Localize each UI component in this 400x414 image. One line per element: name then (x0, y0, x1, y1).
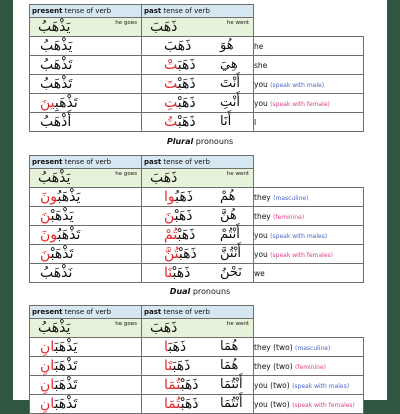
pronoun: أَنْتُمَا (220, 396, 243, 411)
pronoun: هُوَ (220, 38, 234, 53)
past-form: ذَهَبَ (164, 38, 192, 54)
past-form-cell (142, 188, 254, 207)
table-row (30, 94, 364, 113)
past-form-cell (142, 357, 254, 376)
past-form: ذَهَبْتُ (164, 114, 196, 130)
pronoun: أَنَا (220, 114, 232, 129)
past-form-cell (142, 75, 254, 94)
present-form-cell (30, 188, 142, 207)
english-pronoun: you (254, 79, 268, 89)
table-row (30, 56, 364, 75)
document-page (13, 0, 387, 412)
english-pronoun: you (254, 230, 268, 240)
dual-table (29, 305, 364, 414)
present-form-cell (30, 37, 142, 56)
english-pronoun: they (254, 192, 271, 202)
english-meaning-cell (254, 357, 364, 376)
past-form-cell (142, 207, 254, 226)
english-pronoun: she (254, 60, 268, 70)
english-pronoun: we (254, 268, 265, 278)
english-meaning-cell (254, 376, 364, 395)
plural-rows (30, 188, 364, 283)
pronoun: هُمْ (220, 189, 236, 204)
table-row (30, 338, 364, 357)
past-verb-cell: ذَهَبَ he went (142, 18, 254, 37)
english-pronoun: you (254, 98, 268, 108)
past-form-cell (142, 395, 254, 414)
pronoun: هُمَا (220, 358, 239, 373)
pronoun: هُمَا (220, 339, 239, 354)
table-row (30, 245, 364, 264)
usage-note: (feminine) (273, 213, 305, 221)
usage-note: (speak with females) (270, 251, 333, 259)
past-form: ذَهَبْنَا (164, 265, 191, 281)
present-form-cell (30, 264, 142, 283)
plural-section-title: Plural pronouns (166, 137, 234, 146)
english-meaning-cell (254, 226, 364, 245)
present-form-cell (30, 357, 142, 376)
pronoun: نَحْنُ (220, 265, 242, 280)
usage-note: (masculine) (273, 194, 309, 202)
table-row (30, 226, 364, 245)
past-form-cell (142, 226, 254, 245)
present-form-cell (30, 338, 142, 357)
pronoun: هِيَ (220, 57, 238, 72)
usage-note: (feminine) (295, 363, 327, 371)
table-row (30, 113, 364, 132)
table-row (30, 376, 364, 395)
past-form-cell (142, 245, 254, 264)
present-form-cell (30, 113, 142, 132)
present-form-cell (30, 395, 142, 414)
table-row (30, 264, 364, 283)
english-meaning-cell (254, 94, 364, 113)
english-pronoun: they (two) (254, 342, 293, 352)
past-form: ذَهَبْتَ (164, 76, 196, 92)
past-form: ذَهَبْتِ (164, 95, 196, 111)
singular-rows (30, 37, 364, 132)
past-form: ذَهَبْتُمَا (164, 396, 199, 412)
present-form: نَذْهَبُ (40, 265, 73, 281)
english-pronoun: I (254, 117, 257, 127)
english-meaning-cell (254, 264, 364, 283)
english-pronoun: they (254, 211, 271, 221)
present-form: يَذْهَبُ (40, 38, 73, 54)
usage-note: (speak with males) (270, 232, 328, 240)
present-verb-cell: يَذْهَبُ he goes (30, 18, 142, 37)
past-form-cell (142, 338, 254, 357)
singular-table (29, 4, 364, 132)
pronoun: أَنْتُمْ (220, 227, 240, 242)
usage-note: (speak with males) (292, 382, 350, 390)
present-form: يَذْهَبُونَ (40, 189, 81, 205)
english-meaning-cell (254, 188, 364, 207)
pronoun: هُنَّ (220, 208, 237, 223)
present-form-cell (30, 376, 142, 395)
usage-note: (speak with females) (292, 401, 355, 409)
present-tense-header: present tense of verb (30, 156, 142, 169)
pronoun: أَنْتَ (220, 76, 240, 91)
pronoun: أَنْتِ (220, 95, 240, 110)
past-form-cell (142, 94, 254, 113)
table-row (30, 357, 364, 376)
past-verb-cell: ذَهَبَ he went (142, 319, 254, 338)
past-form: ذَهَبْتُمَا (164, 377, 199, 393)
present-form: يَذْهَبَانِ (40, 339, 78, 355)
table-row (30, 75, 364, 94)
present-form: أَذْهَبُ (40, 114, 72, 130)
present-form: تَذْهَبِينَ (40, 95, 78, 111)
table-row (30, 188, 364, 207)
plural-table (29, 155, 364, 283)
dual-section-title: Dual pronouns (169, 287, 231, 296)
present-form: يَذْهَبْنَ (40, 208, 74, 224)
english-pronoun: you (two) (254, 380, 290, 390)
present-form-cell (30, 245, 142, 264)
present-tense-header: present tense of verb (30, 5, 142, 18)
past-form-cell (142, 37, 254, 56)
past-form: ذَهَبْتُنَّ (164, 246, 197, 262)
english-meaning-cell (254, 207, 364, 226)
table-row (30, 395, 364, 414)
past-verb-cell: ذَهَبَ he went (142, 169, 254, 188)
past-tense-header: past tense of verb (142, 156, 254, 169)
present-form-cell (30, 94, 142, 113)
past-form-cell (142, 113, 257, 132)
english-meaning-cell (254, 56, 364, 75)
present-form-cell (30, 226, 142, 245)
present-form: تَذْهَبَانِ (40, 377, 78, 393)
english-meaning-cell (254, 245, 364, 264)
english-meaning-cell (254, 37, 364, 56)
english-meaning-cell (254, 338, 364, 357)
english-pronoun: you (two) (254, 399, 290, 409)
past-form: ذَهَبْتُمْ (164, 227, 196, 243)
present-verb-cell: يَذْهَبُ he goes (30, 169, 142, 188)
past-form: ذَهَبَتْ (164, 57, 196, 73)
past-form: ذَهَبَا (164, 339, 187, 355)
present-tense-header: present tense of verb (30, 306, 142, 319)
past-form: ذَهَبْنَ (164, 208, 193, 224)
table-row (30, 37, 364, 56)
present-form: تَذْهَبُ (40, 57, 73, 73)
past-form-cell (142, 376, 254, 395)
english-pronoun: you (254, 249, 268, 259)
usage-note: (speak with female) (270, 100, 330, 108)
present-form-cell (30, 75, 142, 94)
usage-note: (speak with male) (270, 81, 325, 89)
past-form: ذَهَبَتَا (164, 358, 191, 374)
english-meaning-cell (254, 113, 364, 132)
past-form-cell (142, 264, 254, 283)
present-form: تَذْهَبْنَ (40, 246, 74, 262)
table-row (30, 207, 364, 226)
past-form-cell (142, 56, 254, 75)
present-verb-cell: يَذْهَبُ he goes (30, 319, 142, 338)
dual-rows (30, 338, 364, 414)
past-form: ذَهَبُوا (164, 189, 193, 205)
pronoun: أَنْتُنَّ (220, 246, 242, 261)
present-form: تَذْهَبُ (40, 76, 73, 92)
present-form: تَذْهَبَانِ (40, 358, 78, 374)
pronoun: أَنْتُمَا (220, 377, 243, 392)
usage-note: (masculine) (295, 344, 331, 352)
past-tense-header: past tense of verb (142, 5, 254, 18)
present-form-cell (30, 207, 142, 226)
present-form-cell (30, 56, 142, 75)
past-tense-header: past tense of verb (142, 306, 254, 319)
english-pronoun: he (254, 41, 264, 51)
english-meaning-cell (254, 395, 364, 414)
present-form: تَذْهَبُونَ (40, 227, 81, 243)
english-meaning-cell (254, 75, 364, 94)
english-pronoun: they (two) (254, 361, 293, 371)
present-form: تَذْهَبَانِ (40, 396, 78, 412)
